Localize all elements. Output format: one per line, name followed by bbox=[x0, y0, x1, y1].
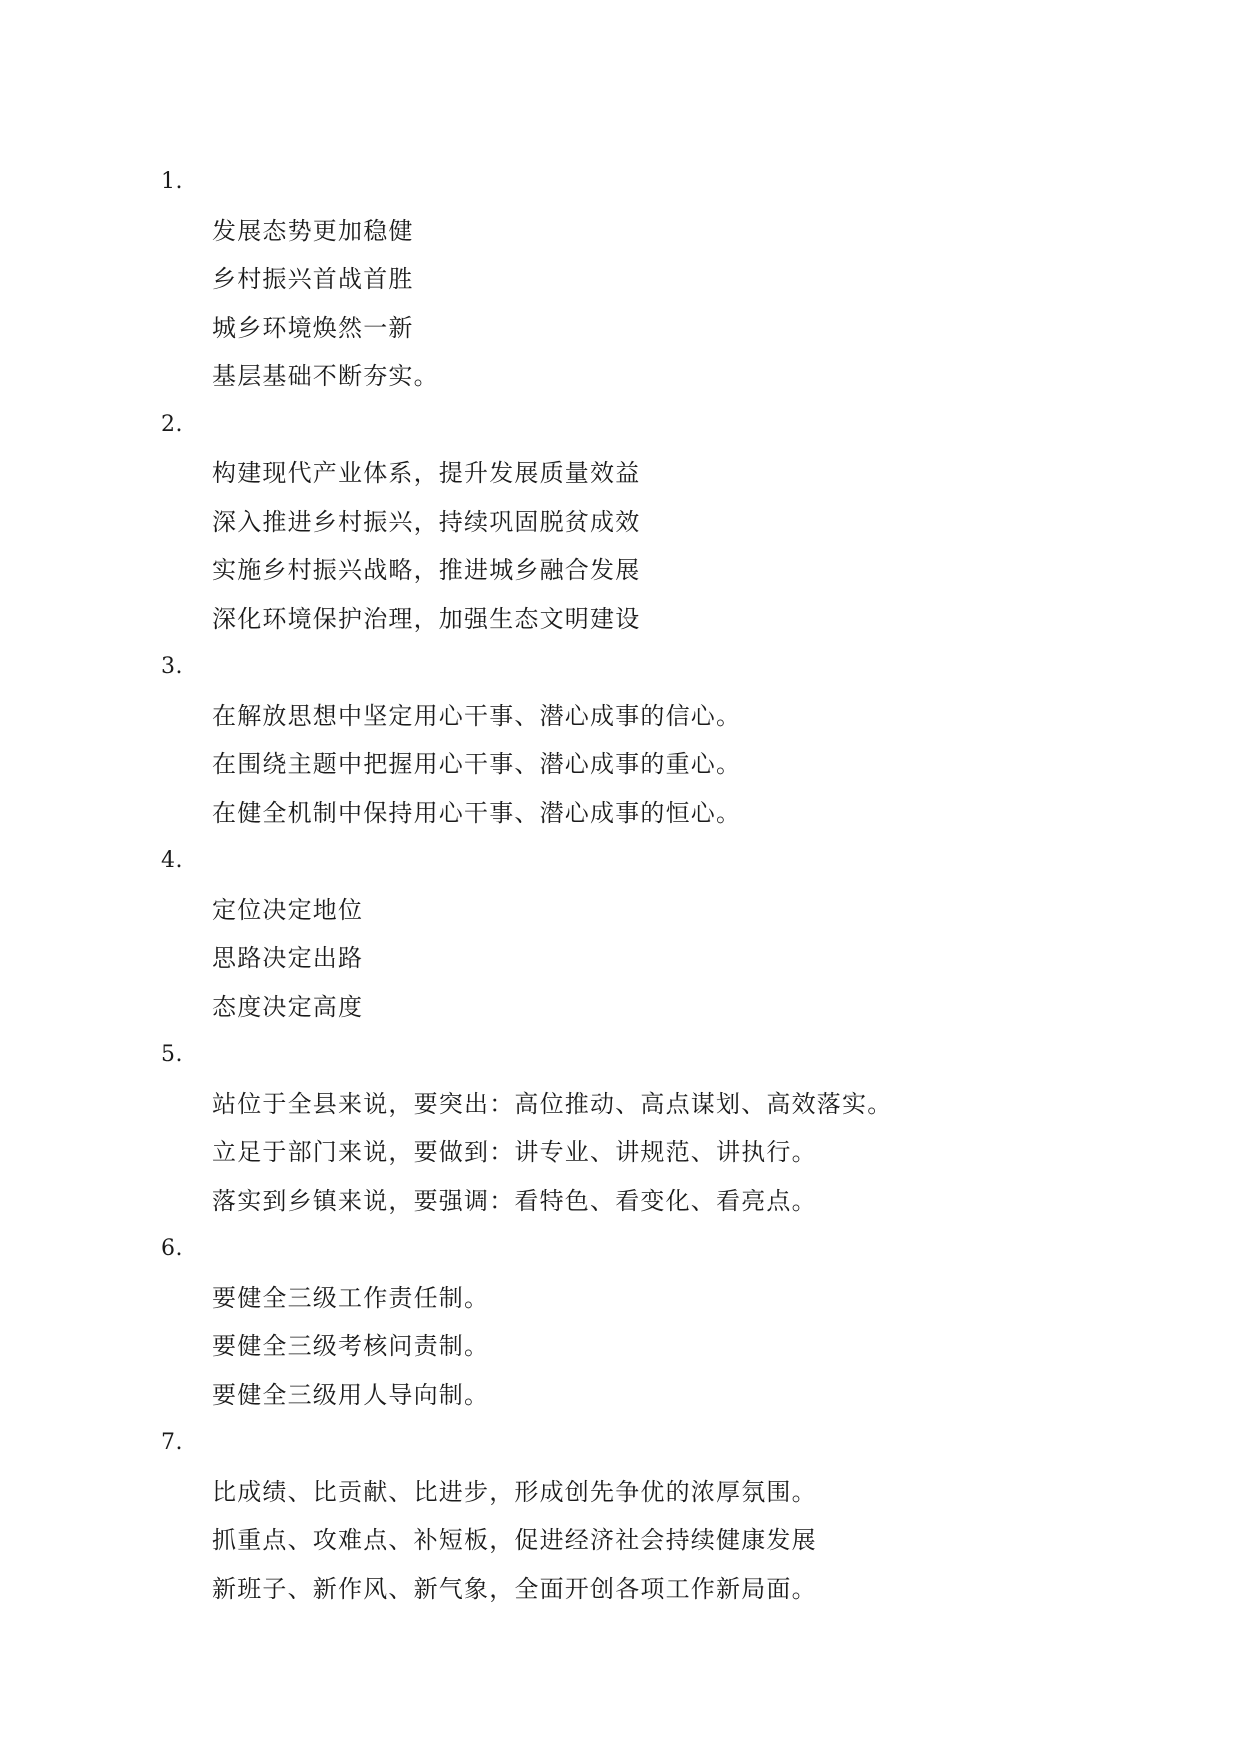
section-line: 发展态势更加稳健 bbox=[212, 216, 414, 245]
section-number: 5. bbox=[161, 1042, 183, 1067]
section-line: 思路决定出路 bbox=[212, 944, 364, 972]
section-line: 态度决定高度 bbox=[212, 992, 364, 1021]
section-7 bbox=[161, 1419, 1121, 1613]
section-line: 在健全机制中保持用心干事、潜心成事的恒心。 bbox=[212, 798, 742, 827]
section-line: 要健全三级用人导向制。 bbox=[212, 1380, 490, 1409]
section-number: 2. bbox=[161, 411, 183, 437]
section-line: 定位决定地位 bbox=[212, 895, 364, 924]
section-line: 站位于全县来说，要突出：高位推动、高点谋划、高效落实。 bbox=[212, 1089, 893, 1118]
section-line: 落实到乡镇来说，要强调：看特色、看变化、看亮点。 bbox=[212, 1186, 817, 1215]
section-number: 4. bbox=[161, 848, 183, 873]
section-2 bbox=[161, 401, 1121, 644]
section-line: 抓重点、攻难点、补短板，促进经济社会持续健康发展 bbox=[212, 1526, 817, 1554]
document-body bbox=[161, 158, 1121, 1613]
section-line: 新班子、新作风、新气象，全面开创各项工作新局面。 bbox=[212, 1574, 817, 1603]
section-line: 比成绩、比贡献、比进步，形成创先争优的浓厚氛围。 bbox=[212, 1477, 817, 1506]
section-line: 要健全三级考核问责制。 bbox=[212, 1332, 490, 1360]
section-line: 实施乡村振兴战略，推进城乡融合发展 bbox=[212, 556, 641, 584]
section-line: 深入推进乡村振兴，持续巩固脱贫成效 bbox=[212, 507, 641, 536]
section-line: 要健全三级工作责任制。 bbox=[212, 1283, 490, 1312]
section-3 bbox=[161, 643, 1121, 837]
section-5 bbox=[161, 1031, 1121, 1225]
section-line: 构建现代产业体系，提升发展质量效益 bbox=[212, 459, 641, 487]
section-line: 在解放思想中坚定用心干事、潜心成事的信心。 bbox=[212, 701, 742, 730]
section-number: 1. bbox=[161, 169, 183, 194]
section-line: 城乡环境焕然一新 bbox=[212, 313, 414, 342]
section-4 bbox=[161, 837, 1121, 1031]
section-number: 3. bbox=[161, 654, 183, 679]
section-6 bbox=[161, 1225, 1121, 1419]
section-number: 6. bbox=[161, 1236, 183, 1261]
section-line: 乡村振兴首战首胜 bbox=[212, 265, 414, 293]
section-line: 深化环境保护治理，加强生态文明建设 bbox=[212, 604, 641, 633]
section-number: 7. bbox=[161, 1430, 183, 1455]
section-1 bbox=[161, 158, 1121, 401]
section-line: 基层基础不断夯实。 bbox=[212, 362, 439, 390]
section-line: 立足于部门来说，要做到：讲专业、讲规范、讲执行。 bbox=[212, 1138, 817, 1166]
section-line: 在围绕主题中把握用心干事、潜心成事的重心。 bbox=[212, 750, 742, 778]
